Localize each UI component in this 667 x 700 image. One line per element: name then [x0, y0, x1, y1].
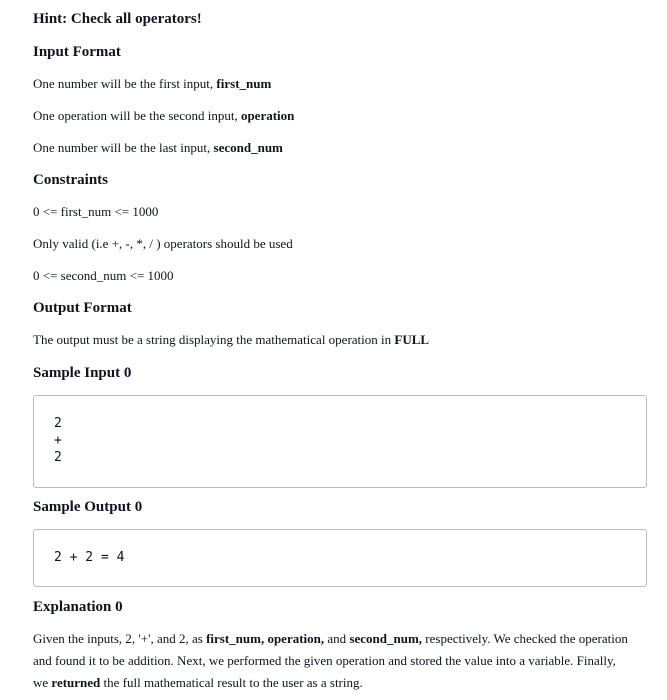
- explanation-text: Given the inputs, 2, '+', and 2, as first_num, operation, and second_num, respectively. We checked the operation and found it to be addition. Next, we performed the given operation and stored the value into a variable. Finally, we returned the full mathematical result to the user as a string.: [33, 631, 628, 690]
- output-format-heading: Output Format: [33, 300, 132, 316]
- input-format-heading: Input Format: [33, 44, 121, 60]
- sample-input-box: [33, 395, 647, 488]
- constraint-first-num: 0 <= first_num <= 1000: [33, 204, 159, 219]
- input-format-line-3: One number will be the last input, second_num: [33, 140, 283, 155]
- sample-output-code: 2 + 2 = 4: [54, 550, 125, 565]
- constraint-second-num: 0 <= second_num <= 1000: [33, 268, 174, 283]
- output-format-text: The output must be a string displaying the mathematical operation in FULL: [33, 332, 430, 347]
- sample-output-heading: Sample Output 0: [33, 499, 143, 515]
- constraints-heading: Constraints: [33, 172, 109, 188]
- hint-text: Hint: Check all operators!: [33, 11, 202, 27]
- sample-input-line-1: 2: [54, 416, 62, 431]
- sample-output-box: [33, 529, 647, 587]
- sample-input-code: [54, 415, 62, 466]
- explanation-heading: Explanation 0: [33, 599, 123, 615]
- sample-input-line-2: +: [54, 433, 62, 448]
- input-format-line-2: One operation will be the second input, operation: [33, 108, 295, 123]
- sample-input-heading: Sample Input 0: [33, 365, 132, 381]
- input-format-line-1: One number will be the first input, first_num: [33, 76, 272, 91]
- constraint-operators: Only valid (i.e +, -, *, / ) operators should be used: [33, 236, 293, 251]
- sample-input-line-3: 2: [54, 450, 62, 465]
